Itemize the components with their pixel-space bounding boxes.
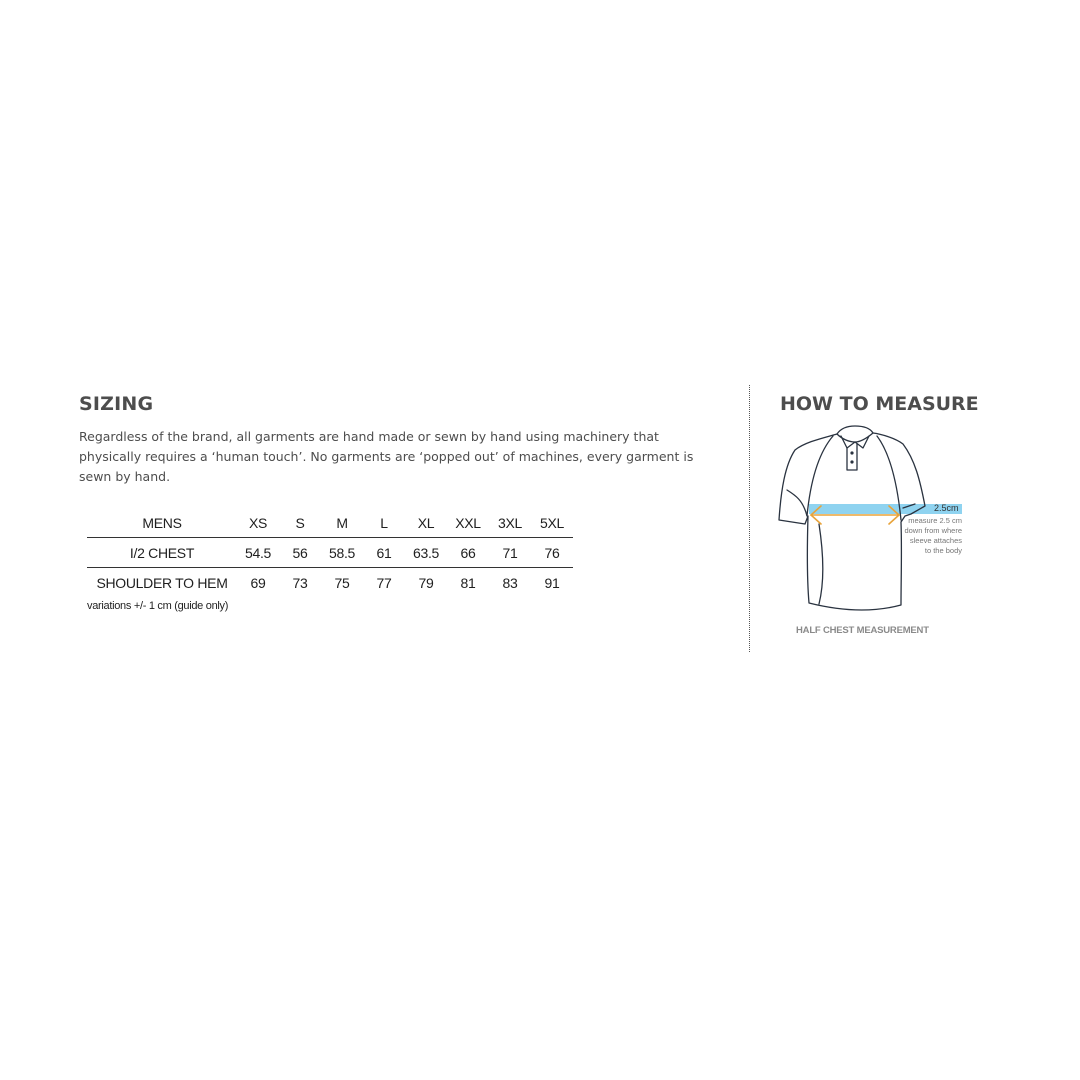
sizing-description: Regardless of the brand, all garments are hand made or sewn by hand using machinery that physically requires a ‘human touch’. No garments are ‘popped out’ of machines, every garment is sewn by hand. bbox=[79, 429, 694, 484]
table-cell: 58.5 bbox=[321, 538, 363, 568]
button-icon bbox=[850, 460, 853, 463]
measure-offset-label: 2.5cm bbox=[934, 503, 959, 513]
size-table bbox=[87, 508, 573, 597]
button-icon bbox=[850, 451, 853, 454]
table-cell: 79 bbox=[418, 574, 434, 591]
how-to-measure-title: HOW TO MEASURE bbox=[780, 393, 979, 415]
table-row bbox=[87, 538, 573, 568]
table-cell: 91 bbox=[544, 574, 560, 591]
table-cell: 69 bbox=[250, 574, 266, 591]
size-header: 3XL bbox=[489, 508, 531, 538]
table-cell: 66 bbox=[447, 538, 489, 568]
table-cell: 73 bbox=[292, 574, 308, 591]
table-cell: 83 bbox=[502, 574, 518, 591]
size-header: S bbox=[279, 508, 321, 538]
size-header: XS bbox=[237, 508, 279, 538]
table-cell: 61 bbox=[363, 538, 405, 568]
measure-note-line: sleeve attaches bbox=[909, 536, 962, 545]
size-header: XL bbox=[405, 508, 447, 538]
size-header: L bbox=[363, 508, 405, 538]
size-header: 5XL bbox=[531, 508, 573, 538]
table-cell: 77 bbox=[376, 574, 392, 591]
sizing-title: SIZING bbox=[79, 393, 154, 415]
table-cell: 71 bbox=[489, 538, 531, 568]
measure-note-line: to the body bbox=[924, 546, 962, 555]
table-cell: 63.5 bbox=[405, 538, 447, 568]
table-cell: 56 bbox=[279, 538, 321, 568]
row-label-shoulder-to-hem: SHOULDER TO HEM bbox=[96, 574, 228, 591]
table-cell: 75 bbox=[334, 574, 350, 591]
row-label-half-chest: I/2 CHEST bbox=[87, 538, 237, 568]
size-table-corner-label: MENS bbox=[87, 508, 237, 538]
measure-instruction bbox=[895, 516, 962, 556]
size-header: XXL bbox=[447, 508, 489, 538]
variations-note: variations +/- 1 cm (guide only) bbox=[87, 600, 229, 612]
table-row bbox=[87, 568, 573, 598]
size-table-header-row bbox=[87, 508, 573, 538]
measure-note-line: down from where bbox=[904, 526, 962, 535]
half-chest-caption: HALF CHEST MEASUREMENT bbox=[796, 625, 929, 636]
table-cell: 76 bbox=[531, 538, 573, 568]
measure-note-line: measure 2.5 cm bbox=[908, 516, 962, 525]
table-cell: 54.5 bbox=[237, 538, 279, 568]
section-divider bbox=[749, 385, 750, 652]
table-cell: 81 bbox=[460, 574, 476, 591]
size-header: M bbox=[321, 508, 363, 538]
